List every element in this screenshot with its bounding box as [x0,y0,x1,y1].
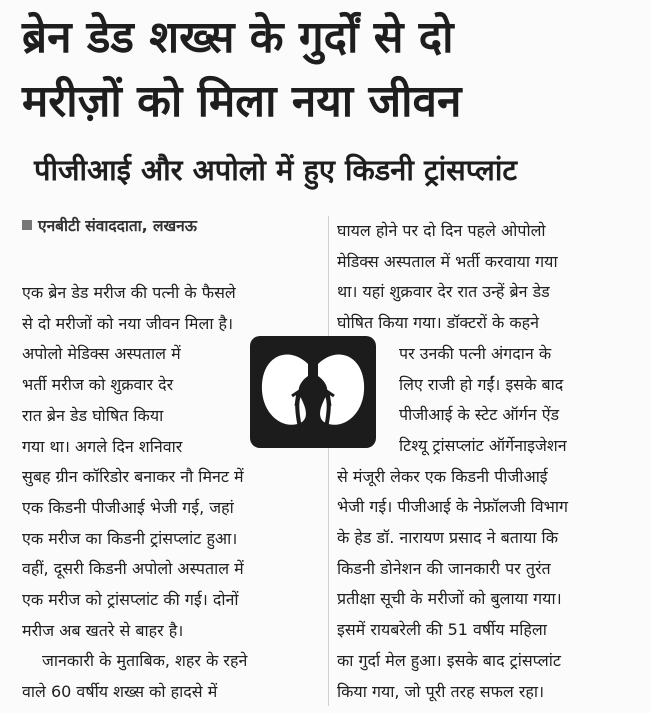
body-line: टिश्यू ट्रांसप्लांट ऑर्गेनाइजेशन [399,435,567,455]
body-line: वाले 60 वर्षीय शख्स को हादसे में [22,682,218,702]
headline [22,6,637,134]
headline-line-2: मरीज़ों को मिला नया जीवन [22,76,462,127]
body-line: अपोलो मेडिक्स अस्पताल में [22,344,181,364]
body-line: लिए राजी हो गईं। इसके बाद [399,374,564,394]
body-line: घायल होने पर दो दिन पहले ओपोलो [337,221,546,240]
byline [22,214,197,238]
body-line: वहीं, दूसरी किडनी अपोलो अस्पताल में [22,559,244,579]
byline-square-bullet [22,220,32,230]
body-line: एक मरीज का किडनी ट्रांसप्लांट हुआ। [22,528,238,548]
body-line: किया गया, जो पूरी तरह सफल रहा। [337,681,545,701]
body-line: प्रतीक्षा सूची के मरीजों को बुलाया गया। [337,589,562,609]
body-line: मरीज अब खतरे से बाहर है। [22,620,184,640]
body-line: का गुर्दा मेल हुआ। इसके बाद ट्रांसप्लांट [337,650,561,670]
body-line: से दो मरीजों को नया जीवन मिला है। [22,313,234,333]
body-line: एक ब्रेन डेड मरीज की पत्नी के फैसले [22,283,236,302]
body-line: भेजी गई। पीजीआई के नेफ्रॉलजी विभाग [337,497,569,517]
body-line: के हेड डॉ. नारायण प्रसाद ने बताया कि [337,528,558,548]
body-line: रात ब्रेन डेड घोषित किया [22,405,164,425]
body-line: से मंजूरी लेकर एक किडनी पीजीआई [337,466,548,486]
body-line: एक मरीज को ट्रांसप्लांट की गई। दोनों [22,590,239,610]
byline-text: एनबीटी संवाददाता, लखनऊ [38,217,197,235]
body-line: इसमें रायबरेली की 51 वर्षीय महिला [337,620,547,640]
body-line: सुबह ग्रीन कॉरिडोर बनाकर नौ मिनट में [22,467,244,487]
body-line: था। यहां शुक्रवार देर रात उन्हें ब्रेन डेड [337,282,550,302]
body-line: मेडिक्स अस्पताल में भर्ती करवाया गया [337,251,558,271]
body-line: पीजीआई के स्टेट ऑर्गन ऐंड [399,405,560,425]
body-line: भर्ती मरीज को शुक्रवार देर [22,375,174,395]
body-line: घोषित किया गया। डॉक्टरों के कहने [337,313,540,333]
body-line: पर उनकी पत्नी अंगदान के [399,343,552,363]
body-line: गया था। अगले दिन शनिवार [22,436,183,456]
body-line: जानकारी के मुताबिक, शहर के रहने [42,651,248,671]
subheadline: पीजीआई और अपोलो में हुए किडनी ट्रांसप्लांट [34,153,517,187]
article-column-right [337,216,637,707]
column-divider [328,216,329,706]
body-line: एक किडनी पीजीआई भेजी गई, जहां [22,497,234,517]
headline-line-1: ब्रेन डेड शख्स के गुर्दों से दो [22,12,454,63]
body-line: किडनी डोनेशन की जानकारी पर तुरंत [337,558,551,578]
